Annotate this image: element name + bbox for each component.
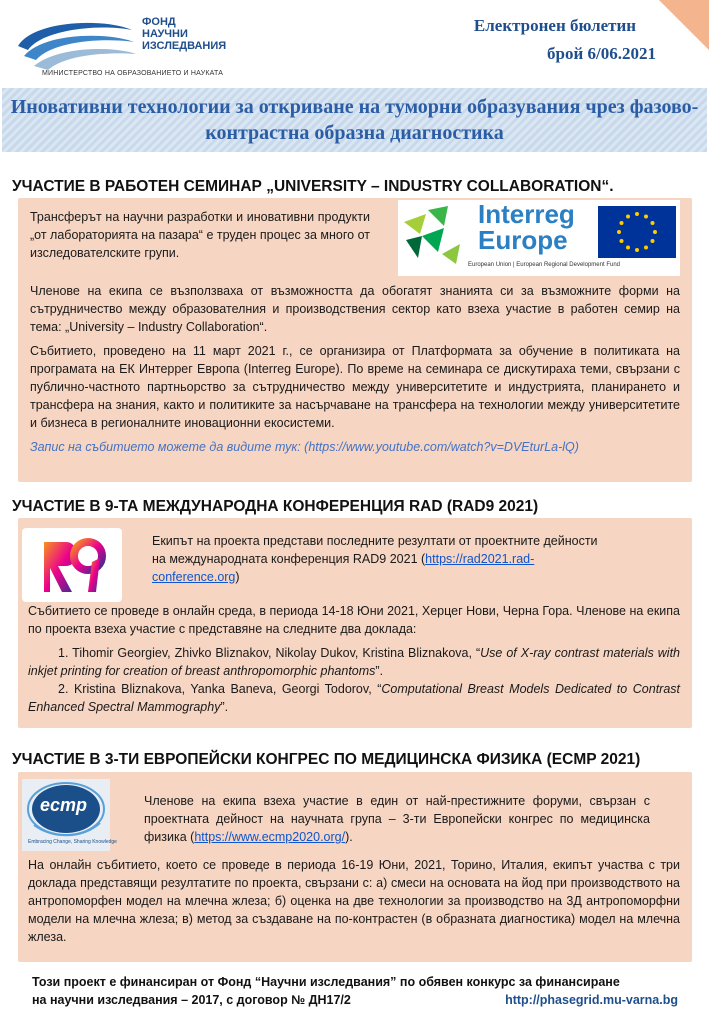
ecmp-link[interactable]: https://www.ecmp2020.org/	[194, 830, 346, 844]
footer	[32, 973, 692, 1009]
section3-intro-end: ).	[345, 830, 353, 844]
ref1-end: ”.	[375, 664, 384, 678]
interreg-word: Interreg	[478, 199, 575, 229]
org-name-line3: ИЗСЛЕДВАНИЯ	[142, 40, 227, 52]
page-title: Иновативни технологии за откриване на туморни образувания чрез фазово-контрастна образна диагностика	[10, 96, 699, 144]
section1-paragraph2: Събитието, проведено на 11 март 2021 г., се организира от Платформата за обучение в политиката на програмата на ЕК Интеррег Европа (Interreg Europe). По време на семинара се дискутираха теми, свързани с публично-частното партньорство за сътрудничество между университетите и индустрията, планирането и трансфера на знания, както и политиките за насърчаване на трансфера на технологии между университетите и бизнеса в регионалните иновационни екосистеми.	[30, 344, 680, 430]
section1-paragraph1: Членове на екипа се възползваха от възможността да обогатят знанията си за възможните форми на сътрудничество между образователния и производствения сектор като взеха участие в работен семир на тема: „University – Industry Collaboration“.	[30, 284, 680, 334]
ref1-title: Use of X-ray contrast materials with inkjet printing for creation of breast anthropomorphic phantoms	[28, 646, 680, 678]
section1-video-link[interactable]: Запис на събитието можете да видите тук: (https://www.youtube.com/watch?v=DVEturLa-lQ)	[30, 440, 579, 454]
ecmp-logo-text: ecmp	[40, 795, 88, 815]
section1-body	[30, 282, 680, 462]
ref2-end: ”.	[220, 700, 229, 714]
rad-conference-link[interactable]: https://rad2021.rad-conference.org	[152, 552, 535, 584]
bulletin-label: Електронен бюлетин	[473, 16, 637, 35]
section2-ref2	[28, 680, 680, 716]
footer-line1: Този проект е финансиран от Фонд “Научни изследвания” по обявен конкурс за финансиране	[32, 975, 620, 989]
rad-conference-logo	[22, 528, 122, 602]
ref2-authors: 2. Kristina Bliznakova, Yanka Baneva, Georgi Todorov, “	[58, 682, 382, 696]
section1-heading: УЧАСТИЕ В РАБОТЕН СЕМИНАР „UNIVERSITY – INDUSTRY COLLABORATION“.	[12, 178, 614, 195]
section1-intro: Трансферът на научни разработки и иновативни продукти „от лабораторията на пазара“ е труден процес за много от изследователските групи.	[30, 210, 370, 260]
rad9-logo-icon	[22, 528, 122, 602]
ecmp-slogan: Embracing Change, Sharing Knowledge	[28, 839, 117, 845]
ref2-title: Computational Breast Models Dedicated to Contrast Enhanced Spectral Mammography	[28, 682, 681, 714]
section3-paragraph1: На онлайн събитието, което се проведе в периода 16-19 Юни, 2021, Торино, Италия, екипът участва с три доклада представящи резултатите по проекта, свързани с: а) смеси на основата на йод при производството на антропоморфен модел на млечна жлеза; б) оценка на две технологии за производство на 3Д антропоморфни модели на млечна жлеза; в) метод за създаване на по-контрастен (в образната диагностика) модел на млечна жлеза.	[28, 858, 680, 944]
fund-logo-swoosh-icon	[14, 16, 144, 72]
section2-ref1	[28, 644, 680, 680]
org-name-line2: НАУЧНИ	[142, 28, 188, 40]
footer-line2: на научни изследвания – 2017, с договор № ДН17/2	[32, 993, 351, 1007]
org-name-line1: ФОНД	[142, 16, 176, 28]
ministry-label: МИНИСТЕРСТВО НА ОБРАЗОВАНИЕТО И НАУКАТА	[42, 70, 224, 77]
section2-intro: Екипът на проекта представи последните резултати от проектните дейности на международната конференция RAD9 2021 (https://rad2021.rad-conference.org)	[152, 534, 598, 584]
title-band	[2, 88, 707, 152]
section3-intro	[144, 792, 650, 846]
fund-logo	[14, 12, 254, 82]
section3-body	[28, 856, 680, 952]
section3-heading: УЧАСТИЕ В 3-ТИ ЕВРОПЕЙСКИ КОНГРЕС ПО МЕДИЦИНСКА ФИЗИКА (ECMP 2021)	[12, 751, 641, 768]
section3-intro-text: Членове на екипа взеха участие в един от най-престижните форуми, свързан с проектната дейност на научната група – 3-ти Европейски конгрес по медицинска физика (	[144, 794, 650, 844]
section2-body	[28, 602, 680, 722]
interreg-europe-logo	[398, 200, 680, 276]
ref1-authors: 1. Tihomir Georgiev, Zhivko Bliznakov, Nikolay Dukov, Kristina Bliznakova, “	[58, 646, 481, 660]
section2-heading: УЧАСТИЕ В 9-ТА МЕЖДУНАРОДНА КОНФЕРЕНЦИЯ RAD (RAD9 2021)	[12, 498, 539, 515]
eu-caption: European Union | European Regional Development Fund	[468, 262, 620, 268]
footer-url[interactable]: http://phasegrid.mu-varna.bg	[505, 993, 678, 1007]
section2-paragraph1: Събитието се проведе в онлайн среда, в периода 14-18 Юни 2021, Херцег Нови, Черна Гора. Членове на екипа по проекта взеха участие с представяне на следните два доклада:	[28, 604, 680, 636]
section2-intro-text: Екипът на проекта представи последните резултати от проектните дейности на международната конференция RAD9 2021	[152, 534, 598, 566]
issue-label: брой 6/06.2021	[547, 44, 656, 63]
europe-word: Europe	[478, 225, 568, 255]
ecmp-logo	[22, 779, 117, 851]
bulletin-header	[440, 12, 670, 68]
